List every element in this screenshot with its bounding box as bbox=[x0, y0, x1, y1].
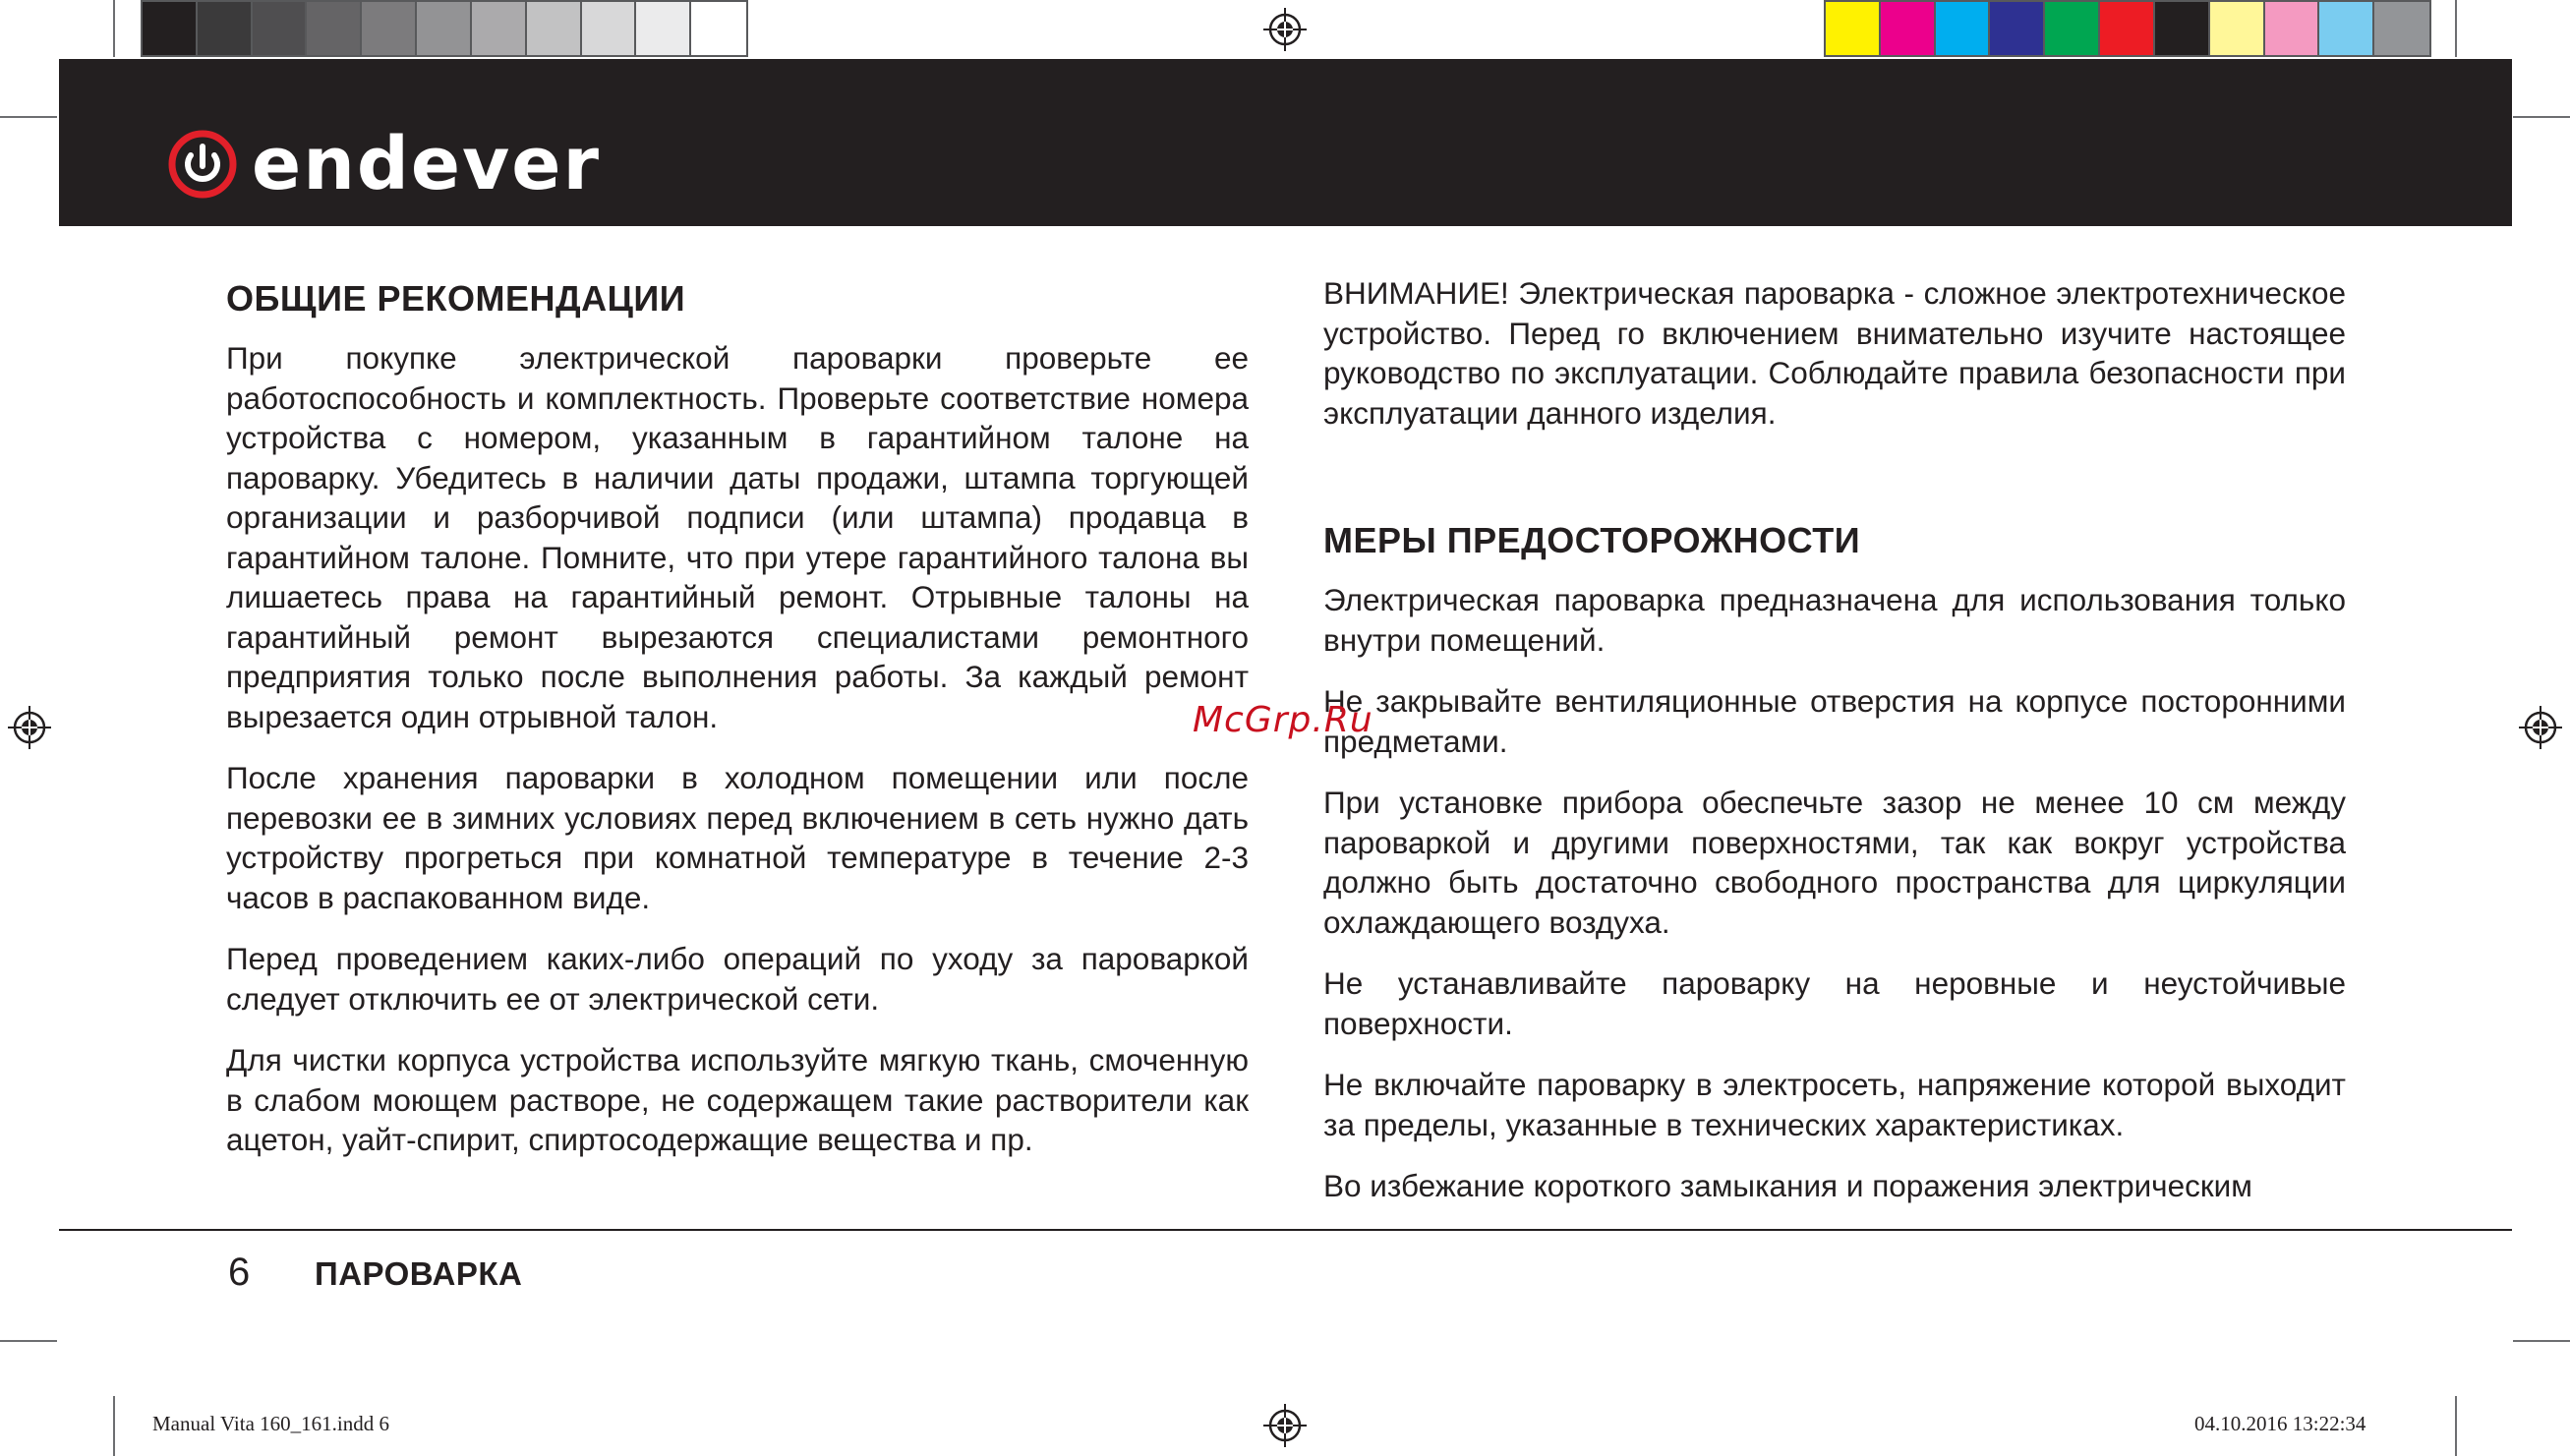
color-swatch bbox=[1826, 2, 1881, 55]
crop-mark bbox=[2455, 0, 2457, 57]
crop-mark bbox=[113, 0, 115, 57]
color-swatch bbox=[1990, 2, 2045, 55]
color-swatch bbox=[636, 2, 691, 55]
color-swatch bbox=[253, 2, 308, 55]
gray-swatch-strip bbox=[141, 0, 748, 57]
paragraph: Не устанавливайте пароварку на неровные и неустойчивые поверхности. bbox=[1323, 965, 2346, 1041]
footer-divider bbox=[59, 1229, 2512, 1231]
color-swatch bbox=[472, 2, 527, 55]
paragraph: Перед проведением каких-либо операций по уходу за пароваркой следует отключить ее от электрической сети. bbox=[226, 941, 1249, 1017]
logo-wordmark: endever bbox=[252, 122, 601, 206]
safety-precautions-heading: МЕРЫ ПРЕДОСТОРОЖНОСТИ bbox=[1323, 520, 1861, 560]
crop-mark bbox=[0, 1340, 57, 1342]
crop-mark bbox=[2513, 1340, 2570, 1342]
crop-mark bbox=[2513, 116, 2570, 118]
paragraph: Не включайте пароварку в электросеть, напряжение которой выходит за пределы, указанные в технических характеристиках. bbox=[1323, 1067, 2346, 1142]
file-slug: Manual Vita 160_161.indd 6 bbox=[152, 1412, 389, 1435]
paragraph: При установке прибора обеспечьте зазор не менее 10 см между пароваркой и другими поверхностями, так как вокруг устройства должно быть достаточно свободного пространства для циркуляции охлаждающего воздуха. bbox=[1323, 785, 2346, 940]
color-swatch bbox=[2265, 2, 2320, 55]
paragraph: Во избежание короткого замыкания и поражения электрическим bbox=[1323, 1168, 2252, 1203]
page-number: 6 bbox=[228, 1251, 251, 1294]
warning-paragraph: ВНИМАНИЕ! Электрическая пароварка - сложное электротехническое устройство. Перед го включением внимательно изучите настоящее руководство по эксплуатации. Соблюдайте правила безопасности при эксплуатации данного изделия. bbox=[1323, 275, 2346, 431]
color-swatch bbox=[417, 2, 472, 55]
section-spacer bbox=[1323, 454, 2346, 515]
paragraph: Не закрывайте вентиляционные отверстия на корпусе посторонними предметами. bbox=[1323, 683, 2346, 759]
color-swatch bbox=[2210, 2, 2265, 55]
print-timestamp: 04.10.2016 13:22:34 bbox=[2194, 1412, 2366, 1435]
color-swatch bbox=[1881, 2, 1936, 55]
color-swatch bbox=[527, 2, 582, 55]
right-column bbox=[1323, 273, 2346, 1228]
color-swatch bbox=[143, 2, 198, 55]
paragraph: Для чистки корпуса устройства используйте мягкую ткань, смоченную в слабом моющем растворе, не содержащем такие растворители как ацетон, уайт-спирит, спиртосодержащие вещества и пр. bbox=[226, 1042, 1249, 1157]
left-column bbox=[226, 273, 1249, 1182]
color-swatch bbox=[582, 2, 637, 55]
paragraph: Электрическая пароварка предназначена для использования только внутри помещений. bbox=[1323, 582, 2346, 658]
registration-target-icon bbox=[1263, 8, 1307, 51]
section-title: ПАРОВАРКА bbox=[315, 1255, 523, 1292]
paragraph: При покупке электрической пароварки проверьте ее работоспособность и комплектность. Проверьте соответствие номера устройства с номером, указанным в гарантийном талоне на пароварку. Убедитесь в наличии даты продажи, штампа торгующей организации и разборчивой подписи (или штампа) продавца в гарантийном талоне. Помните, что при утере гарантийного талона вы лишаетесь права на гарантийный ремонт. Отрывные талоны на гарантийный ремонт вырезаются специалистами ремонтного предприятия только после выполнения работы. За каждый ремонт вырезается один отрывной талон. bbox=[226, 340, 1249, 734]
color-swatch bbox=[362, 2, 417, 55]
color-swatch bbox=[2155, 2, 2210, 55]
registration-target-icon bbox=[1263, 1404, 1307, 1447]
paragraph: После хранения пароварки в холодном помещении или после перевозки ее в зимних условиях перед включением в сеть нужно дать устройству прогреться при комнатной температуре в течение 2-3 часов в распакованном виде. bbox=[226, 760, 1249, 915]
crop-mark bbox=[2455, 1396, 2457, 1456]
registration-target-icon bbox=[8, 706, 51, 749]
color-swatch bbox=[2045, 2, 2100, 55]
color-swatch bbox=[307, 2, 362, 55]
power-logo-icon bbox=[167, 129, 238, 200]
color-swatch bbox=[2100, 2, 2155, 55]
registration-target-icon bbox=[2519, 706, 2562, 749]
crop-mark bbox=[0, 116, 57, 118]
watermark: McGrp.Ru bbox=[1193, 700, 1373, 740]
color-swatch-strip bbox=[1824, 0, 2431, 57]
brand-logo bbox=[167, 122, 601, 206]
color-swatch bbox=[2319, 2, 2374, 55]
crop-mark bbox=[113, 1396, 115, 1456]
color-swatch bbox=[1936, 2, 1991, 55]
color-swatch bbox=[691, 2, 746, 55]
general-recommendations-heading: ОБЩИЕ РЕКОМЕНДАЦИИ bbox=[226, 278, 686, 319]
color-swatch bbox=[2374, 2, 2429, 55]
color-swatch bbox=[198, 2, 253, 55]
